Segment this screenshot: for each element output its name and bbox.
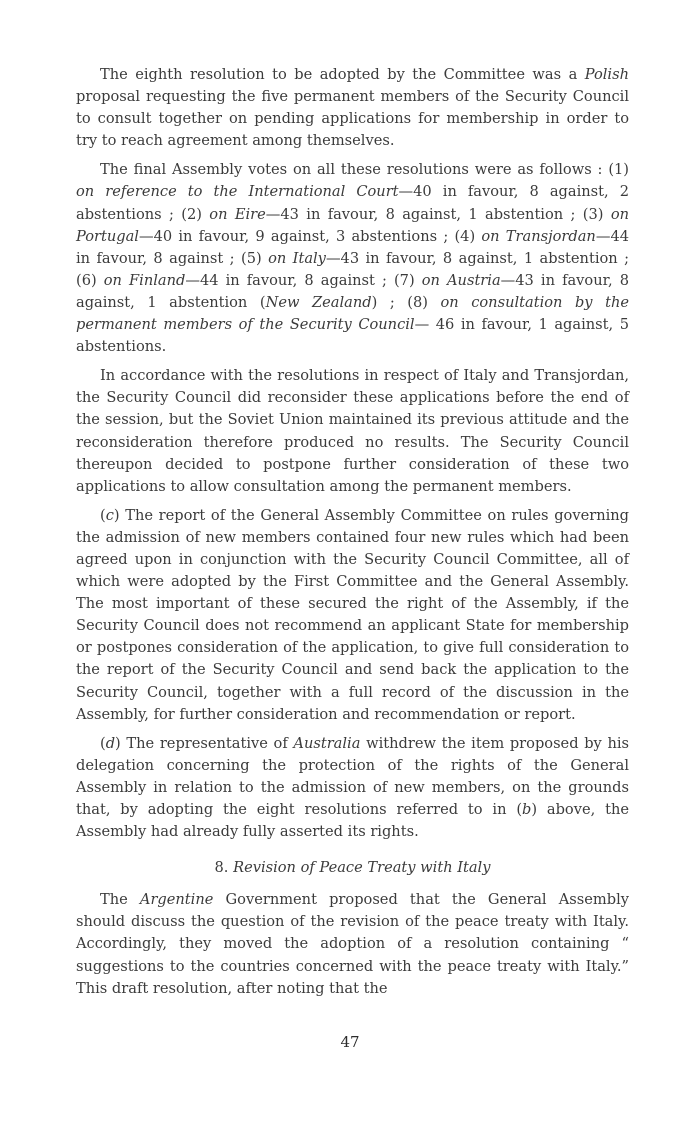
- section-title: Revision of Peace Treaty with Italy: [233, 859, 491, 877]
- italic-text-run: Australia: [293, 734, 361, 752]
- text-run: —43 in favour, 8 against, 1 abstention (: [76, 271, 629, 311]
- italic-text-run: on Transjordan: [481, 227, 596, 245]
- italic-text-run: New Zealand: [265, 293, 372, 311]
- italic-text-run: on consultation by the permanent members of the Security Council: [76, 293, 629, 334]
- text-run: The final Assembly votes on all these resolutions were as follows : (1): [100, 161, 629, 179]
- text-run: (: [100, 734, 106, 752]
- text-run: ) The representative of: [115, 734, 294, 752]
- italic-text-run: on Austria: [421, 271, 501, 289]
- paragraph-australia-withdrawal: [76, 733, 629, 843]
- text-column: [76, 64, 629, 1007]
- italic-text-run: d: [105, 734, 116, 752]
- paragraph-argentine-proposal: [76, 889, 629, 999]
- text-run: —40 in favour, 9 against, 3 abstentions ; (4): [138, 227, 482, 245]
- section-number: 8.: [214, 859, 229, 877]
- text-run: —43 in favour, 8 against, 1 abstention ; (3): [265, 205, 611, 223]
- text-run: withdrew the item proposed by his delegation concerning the protection of the rights of the General Assembly in relation to the admission of new members, on the grounds that, by adopting the eight resolutions referred to in (: [76, 734, 629, 818]
- paragraph-italy-transjordan: [76, 365, 629, 498]
- italic-text-run: c: [105, 506, 114, 524]
- paragraph-rules-admission: [76, 505, 629, 726]
- section-heading: [76, 857, 629, 879]
- text-run: ) above, the Assembly had already fully asserted its rights.: [76, 801, 629, 841]
- text-run: (: [100, 506, 106, 524]
- italic-text-run: Polish: [584, 66, 629, 83]
- paragraph-assembly-votes: [76, 159, 629, 358]
- italic-text-run: on Italy: [268, 249, 326, 267]
- text-run: Government proposed that the General Assembly should discuss the question of the revision of the peace treaty with Italy. Accordingly, they moved the adoption of a resolution containing “ suggestions to the countries concerned with the peace treaty with Italy.” This draft resolution, after noting that the: [76, 891, 629, 997]
- text-run: In accordance with the resolutions in respect of Italy and Transjordan, the Security Council did reconsider these applications before the end of the session, but the Soviet Union maintained its previous attitude and the reconsideration therefore produced no results. The Security Council thereupon decided to postpone further consideration of these two applications to allow consultation among the permanent members.: [76, 367, 629, 495]
- page-number: 47: [340, 1033, 360, 1051]
- text-run: The eighth resolution to be adopted by the Committee was a: [100, 66, 585, 83]
- text-run: —40 in favour, 8 against, 2 abstentions ; (2): [76, 183, 630, 223]
- italic-text-run: on Eire: [209, 205, 266, 223]
- italic-text-run: on reference to the International Court: [76, 183, 399, 201]
- text-run: —44 in favour, 8 against ; (5): [76, 227, 630, 267]
- text-run: ) The report of the General Assembly Committee on rules governing the admission of new members contained four new rules which had been agreed upon in conjunction with the Security Council Committee, all of which were adopted by the First Committee and the General Assembly. The most important of these secured the right of the Assembly, if the Security Council does not recommend an applicant State for membership or postpones consideration of the application, to give full consideration to the report of the Security Council and send back the application to the Security Council, together with a full record of the discussion in the Assembly, for further consideration and recommendation or report.: [76, 506, 629, 723]
- text-run: The: [100, 891, 140, 909]
- text-run: —44 in favour, 8 against ; (7): [185, 271, 422, 289]
- italic-text-run: on Portugal: [76, 205, 629, 245]
- text-run: — 46 in favour, 1 against, 5 abstentions.: [76, 316, 629, 356]
- text-run: ) ; (8): [371, 293, 441, 311]
- paragraph-polish-proposal: [76, 64, 629, 152]
- text-run: proposal requesting the five permanent members of the Security Council to consult together on pending applications for membership in order to try to reach agreement among themselves.: [76, 88, 629, 150]
- text-run: —43 in favour, 8 against, 1 abstention ; (6): [76, 249, 629, 289]
- italic-text-run: b: [522, 801, 532, 818]
- italic-text-run: on Finland: [103, 271, 186, 289]
- italic-text-run: Argentine: [139, 891, 214, 909]
